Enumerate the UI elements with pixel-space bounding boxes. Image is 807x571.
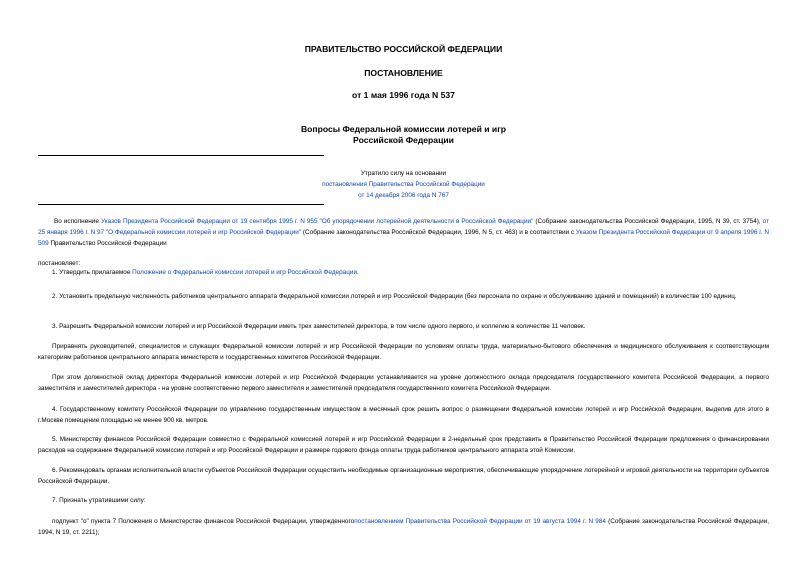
paragraph-1-text: 1. Утвердить прилагаемое <box>52 269 133 276</box>
paragraph-10-link-resolution-984[interactable]: постановлением Правительства Российской Федерации от 19 августа 1994 г. N 984 <box>354 518 606 525</box>
paragraph-3: 3. Разрешить Федеральной комиссии лотерей и игр Российской Федерации иметь трех заместителей директора, в том числе одного первого, и коллегию в количестве 11 человек. <box>52 323 586 330</box>
document-date-number: от 1 мая 1996 года N 537 <box>352 90 455 100</box>
preamble-link-ukaz-97[interactable]: от 25 января 1996 г. N 97 "О Федеральной комиссии лотерей и игр Российской Федерации" <box>38 218 769 236</box>
preamble-paragraph <box>38 216 769 249</box>
preamble-text-2: (Собрание законодательства Российской Федерации, 1995, N 39, ст. 3754), <box>533 218 763 225</box>
document-title-line2: Российской Федерации <box>353 135 454 145</box>
status-note-link[interactable]: постановления Правительства Российской Федерации <box>322 181 485 188</box>
divider-bottom <box>38 204 324 205</box>
preamble-text-4: Правительство Российской Федерации <box>48 240 167 247</box>
document-type: ПОСТАНОВЛЕНИЕ <box>364 68 443 78</box>
divider-top <box>38 155 324 156</box>
preamble-text-3: (Собрание законодательства Российской Федерации, 1996, N 5, ст. 463) и в соответствии с <box>301 229 576 236</box>
paragraph-4: Приравнять руководителей, специалистов и служащих Федеральной комиссии лотерей и игр Российской Федерации по условиям оплаты труда, материально-бытового обеспечения и медицинского обслуживания к соответствующим категориям работников центрального аппарата министерств и государственных комитетов Российской Федерации. <box>38 343 769 361</box>
status-note-link-date[interactable]: от 14 декабря 2006 года N 767 <box>358 192 449 199</box>
paragraph-1 <box>38 267 769 278</box>
paragraph-9: 7. Признать утратившими силу: <box>52 497 146 504</box>
document-title-line1: Вопросы Федеральной комиссии лотерей и игр <box>300 124 507 134</box>
paragraph-10 <box>38 516 769 538</box>
paragraph-5: При этом должностной оклад директора Федеральной комиссии лотерей и игр Российской Федерации устанавливается на уровне должностного оклада председателя государственного комитета Российской Федерации, а первого заместителя и заместителей директора - на уровне соответственно первого заместителя и заместителей председателя государственного комитета Российской Федерации. <box>38 374 769 392</box>
status-note-text: Утратило силу на основании <box>360 170 447 177</box>
decree-word: постановляет: <box>38 260 81 267</box>
paragraph-1-period: . <box>357 269 359 276</box>
paragraph-10-text-1: подпункт "о" пункта 7 Положения о Министерстве финансов Российской Федерации, утвержденного <box>52 518 355 525</box>
government-heading: ПРАВИТЕЛЬСТВО РОССИЙСКОЙ ФЕДЕРАЦИИ <box>304 44 503 54</box>
paragraph-1-link-regulation[interactable]: Положение о Федеральной комиссии лотерей и игр Российской Федерации <box>132 269 358 276</box>
paragraph-7: 5. Министерству финансов Российской Федерации совместно с Федеральной комиссией лотерей и игр Российской Федерации в 2-недельный срок представить в Правительство Российской Федерации предложения о финансировании расходов на содержание Федеральной комиссии лотерей и игр Российской Федерации и размере годового фонда оплаты труда работников центрального аппарата этой Комиссии. <box>38 436 769 454</box>
paragraph-10-text-2: (Собрание законодательства Российской Федерации, 1994, N 19, ст. 2211); <box>38 518 770 536</box>
paragraph-8: 6. Рекомендовать органам исполнительной власти субъектов Российской Федерации осуществить необходимые организационные мероприятия, обеспечивающие упорядочение лотерейной и игровой деятельности на территории субъектов Российской Федерации. <box>38 467 769 485</box>
preamble-text-1: Во исполнение <box>54 218 101 225</box>
preamble-link-ukaz-955[interactable]: Указов Президента Российской Федерации от 19 сентября 1995 г. N 955 "Об упорядочении лотерейной деятельности в Российской Федерации" <box>100 218 534 225</box>
status-note <box>0 168 807 201</box>
paragraph-2: 2. Установить предельную численность работников центрального аппарата Федеральной комиссии лотерей и игр Российской Федерации (без персонала по охране и обслуживанию зданий и помещений) в количестве 100 единиц. <box>52 293 737 300</box>
paragraph-6: 4. Государственному комитету Российской Федерации по управлению государственным имуществом в месячный срок решить вопрос о размещении Федеральной комиссии лотерей и игр Российской Федерации, выделив для этого в г.Москве помещение площадью не менее 900 кв. метров. <box>38 406 769 424</box>
preamble-link-ukaz-509[interactable]: Указом Президента Российской Федерации от 9 апреля 1996 г. N 509 <box>38 229 770 247</box>
